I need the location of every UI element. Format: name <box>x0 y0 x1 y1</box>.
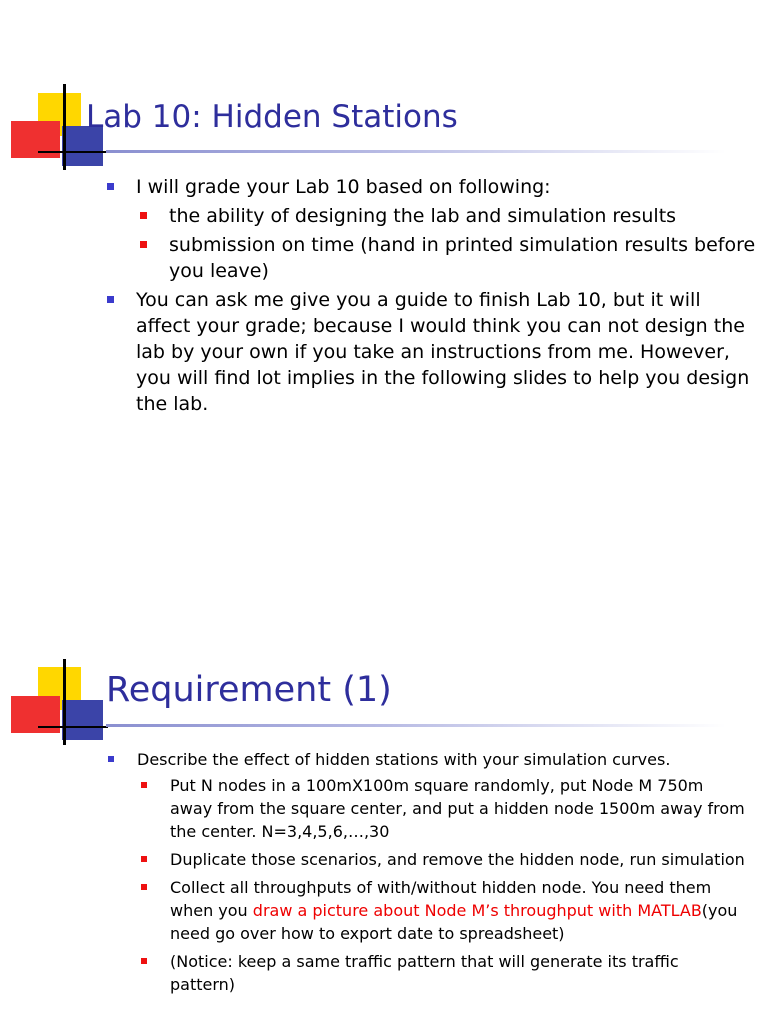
bullet-text: I will grade your Lab 10 based on following: <box>136 176 551 198</box>
decor-blue-square <box>62 700 103 740</box>
bullet-text: Describe the effect of hidden stations with your simulation curves. <box>137 750 671 769</box>
highlighted-text: draw a picture about Node M’s throughput with MATLAB <box>252 901 702 920</box>
slide-title: Requirement (1) <box>106 670 392 710</box>
bullet-text: (Notice: keep a same traffic pattern that will generate its traffic pattern) <box>170 952 679 994</box>
list-item <box>141 876 748 945</box>
text-segment: (you need go over how to export date to spreadsheet) <box>170 901 738 943</box>
bullet-square-icon <box>140 241 147 248</box>
list-item <box>141 950 748 996</box>
bullet-text: the ability of designing the lab and simulation results <box>169 205 677 227</box>
list-item <box>107 287 757 417</box>
list-item <box>141 848 748 871</box>
bullet-text: Put N nodes in a 100mX100m square randomly, put Node M 750m away from the square center, and put a hidden node 1500m away from the center. N=3,4,5,6,…,30 <box>170 776 745 841</box>
list-item <box>108 748 748 771</box>
list-item <box>140 232 757 284</box>
bullet-text: You can ask me give you a guide to finish Lab 10, but it will affect your grade; because I would think you can not design the lab by your own if you take an instructions from me. However, you will find lot implies in the following slides to help you design the lab. <box>136 289 750 415</box>
list-item <box>141 774 748 843</box>
bullet-square-icon <box>141 856 147 862</box>
title-underline <box>106 150 726 153</box>
list-item <box>107 174 757 200</box>
text-segment: Collect all throughputs of with/without hidden node. You need them when you <box>170 878 712 920</box>
bullet-square-icon <box>107 183 114 190</box>
bullet-square-icon <box>141 958 147 964</box>
bullet-text: Duplicate those scenarios, and remove the hidden node, run simulation <box>170 850 745 869</box>
bullet-square-icon <box>141 884 147 890</box>
slide-title: Lab 10: Hidden Stations <box>86 99 458 135</box>
slide-1-content <box>107 174 757 417</box>
bullet-square-icon <box>141 782 147 788</box>
bullet-square-icon <box>140 212 147 219</box>
decor-horizontal-line <box>38 726 108 728</box>
slide-2-content <box>108 748 748 996</box>
title-underline <box>106 724 726 727</box>
bullet-square-icon <box>107 296 114 303</box>
decor-vertical-line <box>63 84 66 170</box>
list-item <box>140 203 757 229</box>
bullet-square-icon <box>108 756 114 762</box>
decor-vertical-line <box>63 659 66 745</box>
decor-horizontal-line <box>38 151 108 153</box>
bullet-text <box>170 878 737 943</box>
bullet-text: submission on time (hand in printed simulation results before you leave) <box>169 234 756 282</box>
